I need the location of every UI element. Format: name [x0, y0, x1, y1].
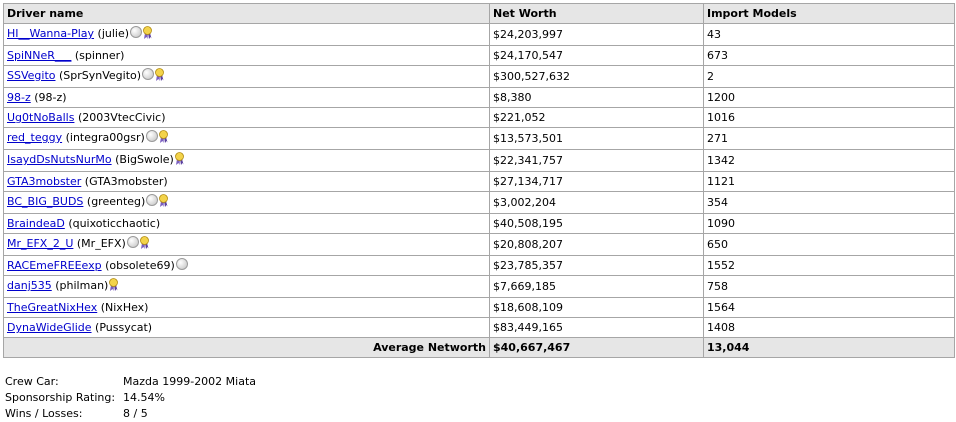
net-worth-cell: $8,380: [490, 88, 704, 108]
driver-link[interactable]: Mr_EFX_2_U: [7, 237, 74, 250]
award-ribbon-icon: [140, 236, 149, 255]
import-models-cell: 354: [704, 192, 955, 214]
driver-cell: [4, 172, 490, 192]
table-row: [4, 298, 955, 318]
status-circle-icon: [146, 130, 158, 142]
driver-cell: [4, 150, 490, 172]
driver-link[interactable]: Ug0tNoBalls: [7, 111, 75, 124]
crew-members-table: [3, 3, 955, 358]
status-circle-icon: [127, 236, 139, 248]
net-worth-cell: $24,170,547: [490, 46, 704, 66]
net-worth-cell: $83,449,165: [490, 318, 704, 338]
driver-alias: (NixHex): [100, 301, 149, 314]
driver-link[interactable]: 98-z: [7, 91, 31, 104]
driver-link[interactable]: danj535: [7, 279, 52, 292]
average-label: Average Networth: [4, 338, 490, 358]
import-models-cell: 1408: [704, 318, 955, 338]
table-row: [4, 88, 955, 108]
award-ribbon-icon: [159, 194, 168, 213]
driver-alias: (BigSwole): [115, 153, 174, 166]
driver-alias: (SprSynVegito): [59, 69, 142, 82]
table-row: [4, 128, 955, 150]
driver-alias: (Mr_EFX): [76, 237, 126, 250]
driver-cell: [4, 276, 490, 298]
import-models-cell: 1564: [704, 298, 955, 318]
net-worth-cell: $23,785,357: [490, 256, 704, 276]
driver-cell: [4, 108, 490, 128]
net-worth-cell: $22,341,757: [490, 150, 704, 172]
import-models-cell: 758: [704, 276, 955, 298]
net-worth-cell: $13,573,501: [490, 128, 704, 150]
status-circle-icon: [176, 258, 188, 270]
driver-cell: [4, 298, 490, 318]
driver-alias: (julie): [97, 27, 130, 40]
table-row: [4, 214, 955, 234]
info-label: Wins / Losses:: [5, 407, 83, 420]
net-worth-cell: $20,808,207: [490, 234, 704, 256]
award-ribbon-icon: [175, 152, 184, 171]
net-worth-cell: $27,134,717: [490, 172, 704, 192]
driver-cell: [4, 256, 490, 276]
table-row: [4, 108, 955, 128]
award-ribbon-icon: [155, 68, 164, 87]
driver-alias: (integra00gsr): [65, 131, 145, 144]
status-circle-icon: [130, 26, 142, 38]
net-worth-cell: $221,052: [490, 108, 704, 128]
driver-link[interactable]: SpiNNeR___: [7, 49, 72, 62]
table-row: [4, 192, 955, 214]
net-worth-cell: $300,527,632: [490, 66, 704, 88]
net-worth-cell: $18,608,109: [490, 298, 704, 318]
header-driver-name: Driver name: [4, 4, 490, 24]
import-models-cell: 1121: [704, 172, 955, 192]
driver-alias: (GTA3mobster): [84, 175, 168, 188]
average-imports: 13,044: [704, 338, 955, 358]
net-worth-cell: $3,002,204: [490, 192, 704, 214]
crew-info: [5, 374, 256, 422]
table-row: [4, 150, 955, 172]
driver-link[interactable]: HI__Wanna-Play: [7, 27, 95, 40]
driver-link[interactable]: TheGreatNixHex: [7, 301, 98, 314]
info-row: [5, 390, 256, 406]
award-ribbon-icon: [159, 130, 168, 149]
info-label: Sponsorship Rating:: [5, 391, 116, 404]
table-row: [4, 66, 955, 88]
average-row: [4, 338, 955, 358]
status-circle-icon: [142, 68, 154, 80]
status-circle-icon: [146, 194, 158, 206]
table-row: [4, 276, 955, 298]
driver-cell: [4, 214, 490, 234]
driver-alias: (spinner): [74, 49, 125, 62]
driver-link[interactable]: IsaydDsNutsNurMo: [7, 153, 112, 166]
driver-link[interactable]: BC_BIG_BUDS: [7, 195, 84, 208]
table-row: [4, 256, 955, 276]
award-ribbon-icon: [143, 26, 152, 45]
table-row: [4, 172, 955, 192]
driver-link[interactable]: GTA3mobster: [7, 175, 82, 188]
table-row: [4, 24, 955, 46]
driver-alias: (2003VtecCivic): [77, 111, 166, 124]
import-models-cell: 1016: [704, 108, 955, 128]
import-models-cell: 1200: [704, 88, 955, 108]
header-import-models: Import Models: [704, 4, 955, 24]
table-row: [4, 234, 955, 256]
net-worth-cell: $7,669,185: [490, 276, 704, 298]
info-value: Mazda 1999-2002 Miata: [123, 375, 257, 388]
info-label: Crew Car:: [5, 375, 59, 388]
table-header-row: [4, 4, 955, 24]
driver-alias: (Pussycat): [95, 321, 153, 334]
driver-cell: [4, 66, 490, 88]
header-net-worth: Net Worth: [490, 4, 704, 24]
import-models-cell: 1552: [704, 256, 955, 276]
driver-cell: [4, 88, 490, 108]
net-worth-cell: $40,508,195: [490, 214, 704, 234]
info-row: [5, 374, 256, 390]
driver-link[interactable]: red_teggy: [7, 131, 63, 144]
import-models-cell: 650: [704, 234, 955, 256]
award-ribbon-icon: [109, 278, 118, 297]
import-models-cell: 1090: [704, 214, 955, 234]
driver-cell: [4, 128, 490, 150]
driver-link[interactable]: SSVegito: [7, 69, 56, 82]
driver-alias: (philman): [55, 279, 109, 292]
net-worth-cell: $24,203,997: [490, 24, 704, 46]
driver-cell: [4, 234, 490, 256]
driver-alias: (98-z): [34, 91, 67, 104]
info-value: 14.54%: [123, 391, 165, 404]
driver-cell: [4, 192, 490, 214]
driver-link[interactable]: RACEmeFREEexp: [7, 259, 102, 272]
info-value: 8 / 5: [123, 407, 148, 420]
driver-cell: [4, 24, 490, 46]
driver-alias: (quixoticchaotic): [68, 217, 161, 230]
driver-link[interactable]: BraindeaD: [7, 217, 65, 230]
import-models-cell: 43: [704, 24, 955, 46]
driver-alias: (obsolete69): [105, 259, 175, 272]
driver-link[interactable]: DynaWideGlide: [7, 321, 92, 334]
driver-cell: [4, 318, 490, 338]
import-models-cell: 1342: [704, 150, 955, 172]
driver-cell: [4, 46, 490, 66]
import-models-cell: 673: [704, 46, 955, 66]
import-models-cell: 271: [704, 128, 955, 150]
driver-alias: (greenteg): [86, 195, 146, 208]
table-row: [4, 46, 955, 66]
average-net-worth: $40,667,467: [490, 338, 704, 358]
import-models-cell: 2: [704, 66, 955, 88]
table-row: [4, 318, 955, 338]
